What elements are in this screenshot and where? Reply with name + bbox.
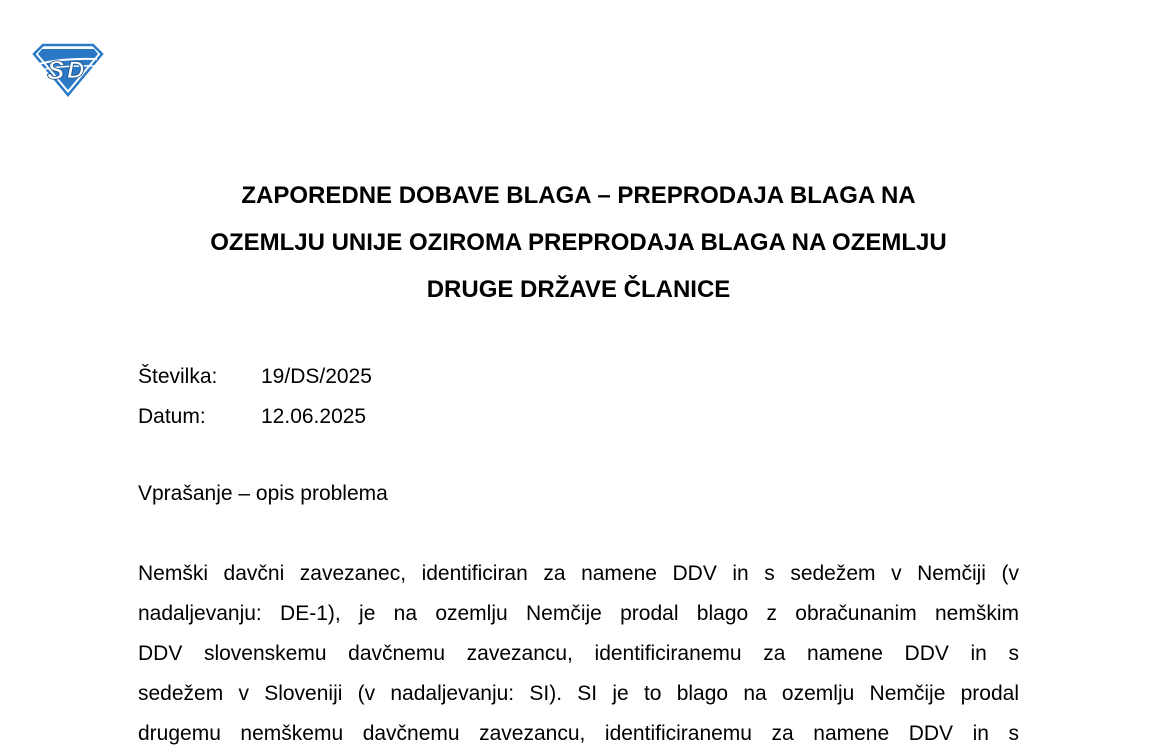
paragraph-line: nadaljevanju: DE-1), je na ozemlju Nemčije prodal blago z obračunanim nemškim bbox=[138, 602, 1019, 625]
body-paragraph bbox=[138, 556, 1019, 756]
svg-text:S: S bbox=[47, 55, 65, 85]
number-label: Številka: bbox=[138, 365, 218, 388]
number-value: 19/DS/2025 bbox=[261, 365, 372, 388]
svg-text:D: D bbox=[67, 57, 85, 84]
paragraph-line: sedežem v Sloveniji (v nadaljevanju: SI). SI je to blago na ozemlju Nemčije prodal bbox=[138, 682, 1019, 705]
paragraph-line: Nemški davčni zavezanec, identificiran za namene DDV in s sedežem v Nemčiji (v bbox=[138, 562, 1019, 585]
title-line: ZAPOREDNE DOBAVE BLAGA – PREPRODAJA BLAGA NA bbox=[241, 182, 916, 209]
document-meta bbox=[138, 357, 372, 437]
title-line: DRUGE DRŽAVE ČLANICE bbox=[426, 276, 731, 303]
date-label: Datum: bbox=[138, 405, 206, 428]
document-title bbox=[120, 172, 1037, 313]
section-heading: Vprašanje – opis problema bbox=[138, 482, 388, 505]
number-row bbox=[138, 357, 372, 397]
sd-logo-icon bbox=[31, 42, 105, 98]
date-row bbox=[138, 397, 372, 437]
date-value: 12.06.2025 bbox=[261, 405, 367, 428]
paragraph-line: drugemu nemškemu davčnemu zavezancu, identificiranemu za namene DDV in s bbox=[138, 722, 1019, 745]
title-line: OZEMLJU UNIJE OZIROMA PREPRODAJA BLAGA NA OZEMLJU bbox=[210, 229, 947, 256]
paragraph-line: DDV slovenskemu davčnemu zavezancu, identificiranemu za namene DDV in s bbox=[138, 642, 1019, 665]
